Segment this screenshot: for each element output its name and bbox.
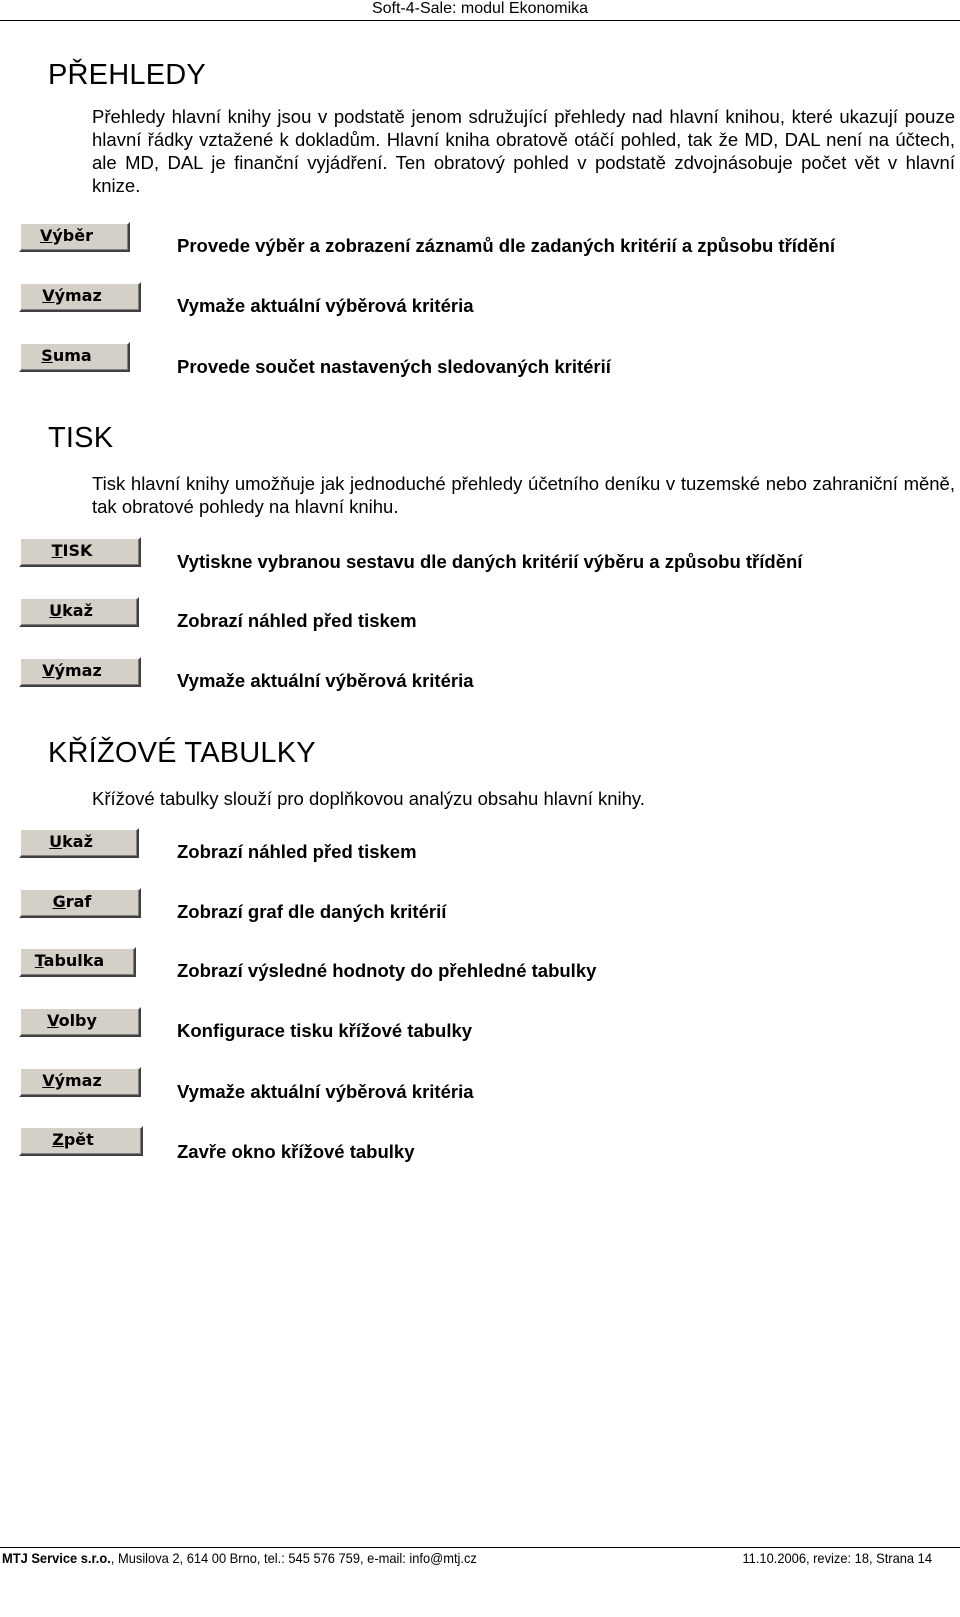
vymaz-tisk-button-label: Výmaz (42, 661, 102, 680)
vymaz-button-label: Výmaz (42, 286, 102, 305)
footer-revision: 11.10.2006, revize: 18, Strana 14 (742, 1550, 932, 1566)
volby-description: Konfigurace tisku křížové tabulky (177, 1020, 473, 1041)
vymaz-description: Vymaže aktuální výběrová kritéria (177, 295, 474, 316)
zpet-button[interactable] (19, 1126, 143, 1156)
ukaz-krizove-button[interactable] (19, 828, 139, 858)
vyber-button[interactable] (19, 222, 130, 252)
ukaz-krizove-description: Zobrazí náhled před tiskem (177, 841, 417, 862)
tisk-description: Vytiskne vybranou sestavu dle daných kritérií výběru a způsobu třídění (177, 551, 803, 572)
section-heading-krizove-tabulky: KŘÍŽOVÉ TABULKY (48, 737, 316, 769)
tabulka-button[interactable] (19, 947, 136, 977)
graf-button-label: Graf (52, 892, 92, 911)
suma-description: Provede součet nastavených sledovaných kritérií (177, 356, 611, 377)
vymaz-tisk-description: Vymaže aktuální výběrová kritéria (177, 670, 474, 691)
vyber-button-label: Výběr (39, 226, 93, 245)
tabulka-button-label: Tabulka (34, 951, 105, 970)
zpet-button-label: Zpět (52, 1130, 94, 1149)
tisk-button-label: TISK (51, 541, 93, 560)
vyber-description: Provede výběr a zobrazení záznamů dle zadaných kritérií a způsobu třídění (177, 235, 835, 256)
volby-button[interactable] (19, 1007, 141, 1037)
suma-button-label: Suma (41, 346, 92, 365)
section-heading-prehledy: PŘEHLEDY (48, 59, 206, 91)
vymaz-krizove-description: Vymaže aktuální výběrová kritéria (177, 1081, 474, 1102)
zpet-description: Zavře okno křížové tabulky (177, 1141, 415, 1162)
section-paragraph-tisk: Tisk hlavní knihy umožňuje jak jednoduché přehledy účetního deníku v tuzemské nebo zahraniční měně, tak obratové pohledy na hlavní knihu. (92, 473, 955, 517)
section-paragraph-krizove-tabulky: Křížové tabulky slouží pro doplňkovou analýzu obsahu hlavní knihy. (92, 788, 645, 809)
ukaz-button-label: Ukaž (49, 601, 93, 620)
graf-description: Zobrazí graf dle daných kritérií (177, 901, 447, 922)
ukaz-button[interactable] (19, 597, 139, 627)
section-paragraph-prehledy: Přehledy hlavní knihy jsou v podstatě jenom sdružující přehledy nad hlavní knihou, které ukazují pouze hlavní řádky vztažené k dokladům. Hlavní kniha obratově otáčí pohled, tak že MD, DAL není na účtech, ale MD, DAL je finanční vyjádření. Ten obratový pohled v podstatě zdvojnásobuje počet vět v hlavní knize. (92, 106, 955, 196)
vymaz-krizove-button[interactable] (19, 1067, 141, 1097)
vymaz-krizove-button-label: Výmaz (42, 1071, 102, 1090)
graf-button[interactable] (19, 888, 141, 918)
suma-button[interactable] (19, 342, 130, 372)
vymaz-tisk-button[interactable] (19, 657, 141, 687)
footer-address: , Musilova 2, 614 00 Brno, tel.: 545 576 759, e-mail: info@mtj.cz (110, 1550, 477, 1566)
ukaz-description: Zobrazí náhled před tiskem (177, 610, 417, 631)
header-rule (0, 20, 960, 21)
tabulka-description: Zobrazí výsledné hodnoty do přehledné tabulky (177, 960, 597, 981)
footer-company: MTJ Service s.r.o. (2, 1550, 111, 1566)
ukaz-krizove-button-label: Ukaž (49, 832, 93, 851)
footer-contact (2, 1549, 477, 1567)
footer-rule (0, 1547, 960, 1548)
section-heading-tisk: TISK (48, 422, 114, 454)
page-header-title: Soft-4-Sale: modul Ekonomika (371, 0, 589, 17)
tisk-button[interactable] (19, 537, 141, 567)
vymaz-button[interactable] (19, 282, 141, 312)
volby-button-label: Volby (47, 1011, 97, 1030)
